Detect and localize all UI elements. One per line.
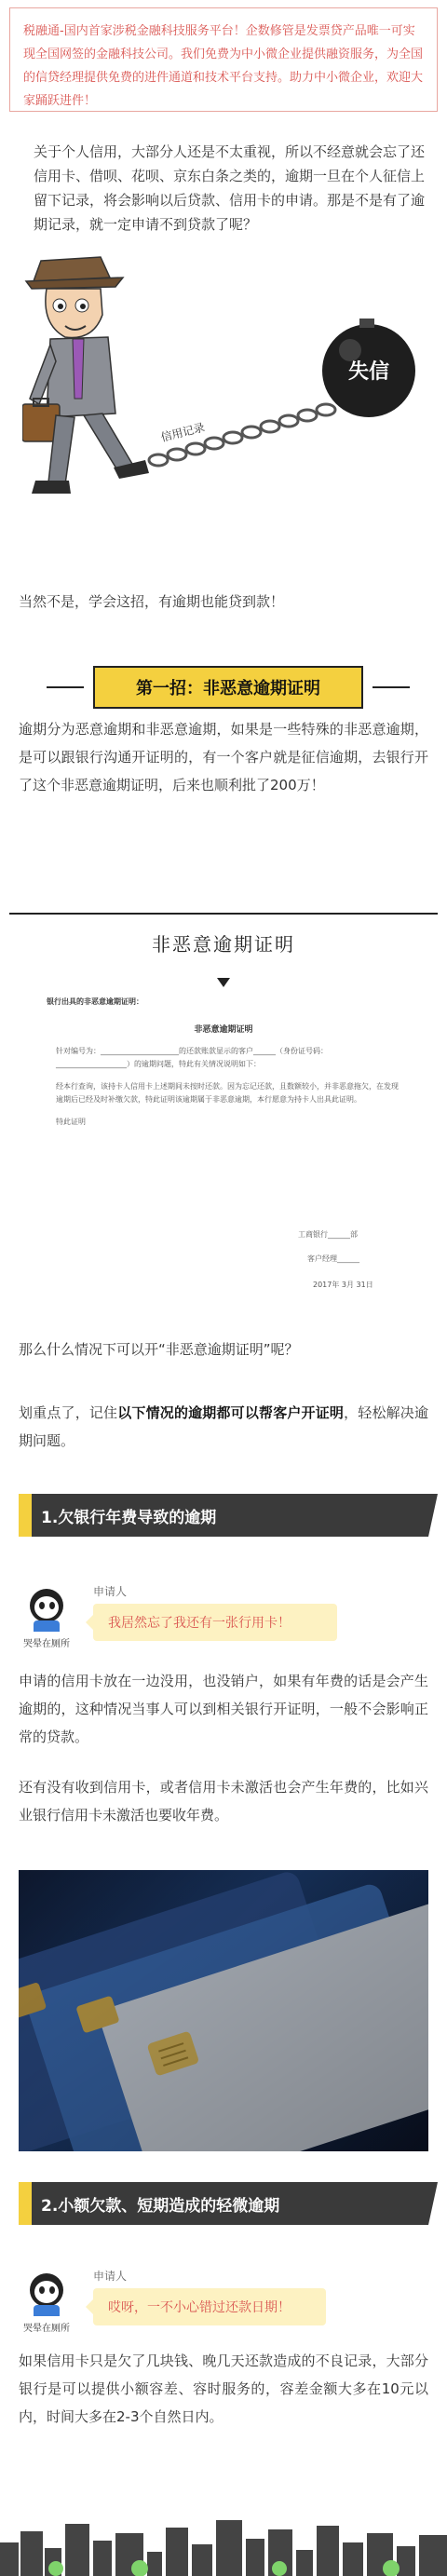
credit-cards-photo [19,1870,428,2151]
chat-bubble: 我居然忘了我还有一张行用卡！ [93,1604,337,1641]
down-arrow-icon [217,978,230,987]
certificate-sig-date: 2017年 3月 31日 [313,1281,373,1289]
annual-fee-paragraph: 申请的信用卡放在一边没用，也没销户，如果有年费的话是会产生逾期的，这种情况当事人可以到相关银行开证明，一般不会影响正常的贷款。 [19,1673,428,1745]
chat-bubble: 哎呀，一不小心错过还款日期！ [93,2288,326,2325]
credit-chain-illustration [22,240,425,535]
avatar [19,2273,74,2339]
certificate-doc-line2: 经本行查询，该持卡人信用卡上述期间未按时还款。因为忘记还款，且数额较小，并非恶意拖欠，在发现逾期后已经及时补缴欠款，特此证明该逾期属于非恶意逾期，本行愿意为持卡人出具此证明。 [56,1082,399,1104]
chain-label: 信用记录 [159,420,207,444]
certificate-sig-bank: 工商银行______部 [298,1230,358,1239]
trick-heading [93,666,363,709]
city-skyline-decoration [0,2515,447,2576]
ball-label: 失信 [347,360,390,384]
certificate-document [28,997,419,1322]
highlight-suffix: ，轻松解决逾期问题。 [19,1404,428,1449]
small-overdue-paragraph: 如果信用卡只是欠了几块钱、晚几天还款造成的不良记录，大部分银行是可以提供小额容差、容时服务的，容差金额大多在10元以内，时间大多在2-3个自然日内。 [19,2352,428,2425]
highlight-bold: 以下情况的逾期都可以帮客户开证明 [117,1404,345,1421]
intro-banner: 税融通-国内首家涉税金融科技服务平台！企数修管是发票贷产品唯一可实现全国网签的金融科技公司。我们免费为中小微企业提供融资服务，为全国的信贷经理提供免费的进件通道和技术平台支持。助力中小微企业，欢迎大家踊跃进件！ [9,7,438,112]
inactive-card-paragraph: 还有没有收到信用卡，或者信用卡未激活也会产生年费的，比如兴业银行信用卡未激活也要收年费。 [19,1779,428,1824]
intro-question: 关于个人信用，大部分人还是不太重视，所以不经意就会忘了还信用卡、借呗、花呗、京东白条之类的，逾期一旦在个人征信上留下记录，将会影响以后贷款、信用卡的申请。那是不是有了逾期记录，就一定申请不到贷款了呢？ [34,143,426,233]
avatar-caption: 哭晕在厕所 [23,1639,70,1649]
certificate-doc-title: 非恶意逾期证明 [194,1025,253,1035]
chat-sender: 申请人 [93,2270,128,2283]
chat-row-1 [19,1583,428,1658]
certificate-doc-body [56,1045,400,1129]
certificate-doc-line3: 特此证明 [56,1118,86,1126]
highlight-text [19,1399,428,1455]
which-question: 那么什么情况下可以开“非恶意逾期证明”呢？ [19,1341,299,1358]
answer-text: 当然不是，学会这招，有逾期也能贷到款！ [19,593,285,610]
avatar-caption: 哭晕在厕所 [23,2324,70,2334]
trick-line-left [47,686,84,688]
chat-row-2 [19,2268,428,2342]
section-heading-1-label: 1.欠银行年费导致的逾期 [41,1508,217,1527]
overdue-explanation: 逾期分为恶意逾期和非恶意逾期，如果是一些特殊的非恶意逾期，是可以跟银行沟通开证明的，有一个客户就是征信逾期，去银行开了这个非恶意逾期证明，后来也顺利批了200万！ [19,721,428,793]
certificate-sig-manager: 客户经理______ [307,1254,359,1263]
certificate-divider [9,913,438,915]
section-heading-1 [19,1494,428,1537]
certificate-doc-line1: 针对编号为：_____________________的还款账款显示的客户______（身份证号码：___________________）的逾期问题，特此有关情况说明如下： [56,1047,328,1068]
section-heading-2 [19,2182,428,2225]
avatar [19,1589,74,1654]
trick-line-right [372,686,410,688]
chat-sender: 申请人 [93,1585,128,1598]
trick-label: 第一招：非恶意逾期证明 [93,666,363,709]
section-heading-2-label: 2.小额欠款、短期造成的轻微逾期 [41,2196,280,2216]
highlight-prefix: 划重点了，记住 [19,1404,118,1421]
certificate-title: 非恶意逾期证明 [152,933,295,956]
certificate-doc-header: 银行出具的非恶意逾期证明： [47,997,143,1006]
